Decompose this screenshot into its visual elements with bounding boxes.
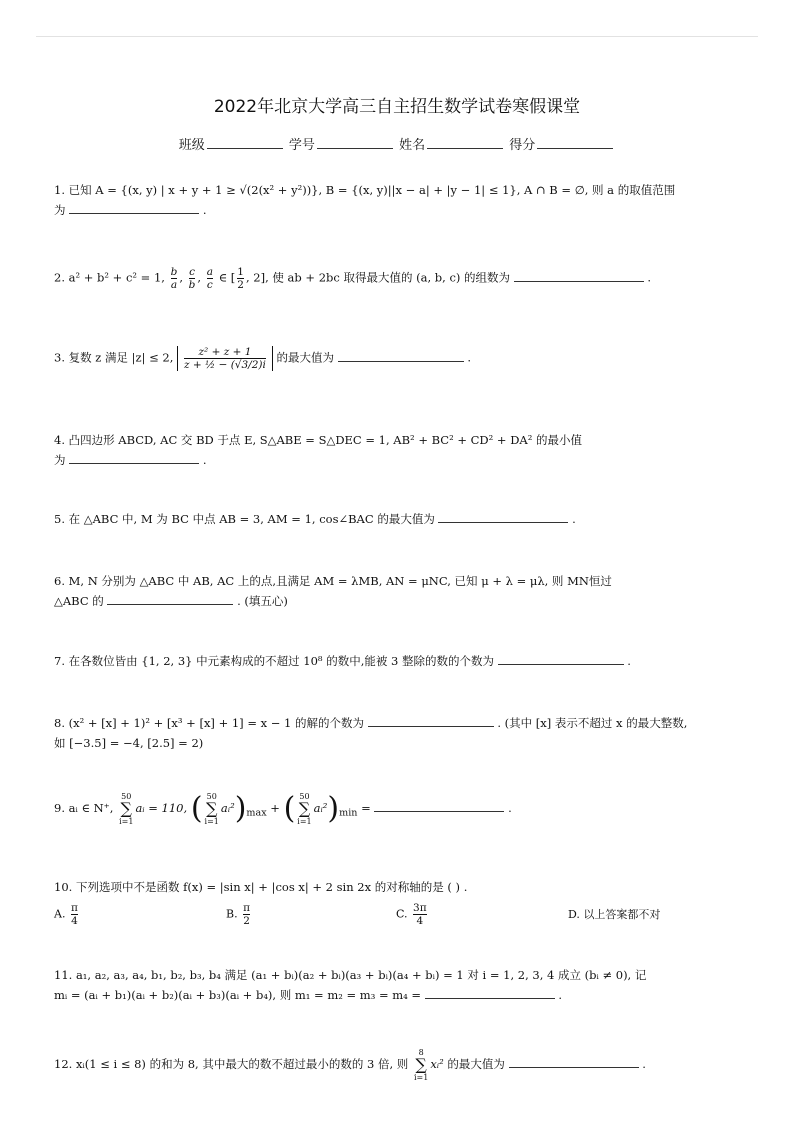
question-6 [54, 571, 744, 611]
q8-text-2: 如 [−3.5] = −4, [2.5] = 2) [54, 736, 204, 750]
q1-text-2: 为 [54, 203, 66, 217]
q8-text: 8. (x² + [x] + 1)² + [x³ + [x] + 1] = x − 1 的解的个数为 [54, 716, 365, 730]
q12-text: 12. xᵢ(1 ≤ i ≤ 8) 的和为 8, 其中最大的数不超过最小的数的 3 倍, 则 [54, 1057, 409, 1071]
q10-text: 10. 下列选项中不是函数 f(x) = |sin x| + |cos x| + 2 sin 2x 的对称轴的是 ( ) . [54, 880, 468, 894]
q9-sum-value: aᵢ = 110, [135, 801, 188, 815]
student-info-bar [0, 134, 794, 153]
q3-abs-expression [177, 346, 273, 371]
q6-text: 6. M, N 分别为 △ABC 中 AB, AC 上的点,且满足 AM = λMB, AN = μNC, 已知 μ + λ = μλ, 则 MN恒过 [54, 574, 612, 588]
q2-ratio-c-b: $\frac{c}{b}$ [188, 266, 196, 291]
q9-min-sub: min [339, 807, 358, 819]
score-label: 得分 [509, 138, 536, 153]
q10-option-b[interactable]: B. $\frac{\pi}{2}$ [226, 902, 250, 927]
q9-right-paren-2: ) [327, 791, 340, 826]
q12-period: . [642, 1057, 646, 1071]
q12-answer-blank[interactable] [509, 1055, 639, 1068]
question-2: 2. a² + b² + c² = 1, $\frac{b}{a}$ , $\frac{c}{b}$ , $\frac{a}{c}$ ∈ [ $\frac{1}{2}$ , 2], 使 ab + 2bc 取得最大值的 (a, b, c) 的组数为 . [54, 266, 652, 291]
q7-answer-blank[interactable] [498, 652, 624, 665]
name-blank[interactable] [427, 136, 503, 149]
q9-text: 9. aᵢ ∈ N⁺, [54, 801, 114, 815]
question-12 [54, 1048, 744, 1082]
q3-numerator: z² + z + 1 [198, 346, 252, 358]
q6-tail: . (填五心) [237, 594, 288, 608]
q12-text-tail: 的最大值为 [447, 1057, 505, 1071]
q9-answer-blank[interactable] [374, 799, 504, 812]
q11-text: 11. a₁, a₂, a₃, a₄, b₁, b₂, b₃, b₄ 满足 (a₁ + bᵢ)(a₂ + bᵢ)(a₃ + bᵢ)(a₄ + bᵢ) = 1 对 i = 1, 2, 3, 4 成立 (bᵢ ≠ 0), 记 [54, 968, 647, 982]
q7-period: . [627, 654, 631, 668]
question-11 [54, 965, 744, 1005]
q3-text: 3. 复数 z 满足 |z| ≤ 2, [54, 350, 174, 365]
q2-answer-blank[interactable] [514, 269, 644, 282]
q2-half: $\frac{1}{2}$ [237, 266, 244, 291]
q9-left-paren-2: ( [283, 791, 296, 826]
q9-term-min: aᵢ² [313, 801, 328, 815]
q9-term-max: aᵢ² [220, 801, 235, 815]
class-blank[interactable] [207, 136, 283, 149]
number-label: 学号 [288, 138, 315, 153]
q2-period: . [647, 270, 652, 285]
question-5 [54, 509, 744, 529]
q3-text-tail: 的最大值为 [276, 350, 334, 365]
q4-answer-blank[interactable] [69, 451, 199, 464]
q10-option-a[interactable]: A. $\frac{\pi}{4}$ [54, 902, 78, 927]
q10-option-c[interactable]: C. $\frac{3\pi}{4}$ [396, 902, 427, 927]
q4-text-2: 为 [54, 453, 66, 467]
header-rule [36, 36, 758, 37]
q9-plus: + [270, 801, 280, 815]
q5-answer-blank[interactable] [438, 510, 568, 523]
page-title: 2022年北京大学高三自主招生数学试卷寒假课堂 [213, 97, 581, 117]
q9-left-paren: ( [190, 791, 203, 826]
question-7 [54, 651, 744, 671]
question-8 [54, 713, 744, 753]
q2-interval-open: ∈ [ [218, 270, 236, 285]
q9-sum-symbol: 50 ∑ i=1 [119, 792, 134, 826]
q9-sum-symbol-2: 50 ∑ i=1 [204, 792, 219, 826]
question-10 [54, 877, 744, 897]
q2-ratio-b-a: $\frac{b}{a}$ [170, 266, 178, 291]
q3-answer-blank[interactable] [338, 349, 464, 362]
q1-text: 1. 已知 A = {(x, y) | x + y + 1 ≥ √(2(x² + y²))}, B = {(x, y)||x − a| + |y − 1| ≤ 1}, A ∩ B = ∅, 则 a 的取值范围 [54, 183, 676, 197]
q3-period: . [467, 350, 471, 365]
q9-period: . [508, 801, 512, 815]
q5-text: 5. 在 △ABC 中, M 为 BC 中点 AB = 3, AM = 1, cos∠BAC 的最大值为 [54, 512, 435, 526]
q9-sum-symbol-3: 50 ∑ i=1 [297, 792, 312, 826]
question-3 [54, 346, 744, 371]
q12-sum-symbol: 8 ∑ i=1 [413, 1048, 429, 1082]
score-blank[interactable] [537, 136, 613, 149]
q8-answer-blank[interactable] [368, 714, 494, 727]
q9-max-sub: max [246, 807, 267, 819]
q11-text-2: mᵢ = (aᵢ + b₁)(aᵢ + b₂)(aᵢ + b₃)(aᵢ + b₄), 则 m₁ = m₂ = m₃ = m₄ = [54, 988, 422, 1002]
class-label: 班级 [178, 138, 205, 153]
q12-term: xᵢ² [430, 1057, 444, 1071]
name-label: 姓名 [399, 138, 426, 153]
q6-answer-blank[interactable] [107, 592, 233, 605]
q11-answer-blank[interactable] [425, 986, 555, 999]
q4-period: . [202, 453, 207, 467]
q11-period: . [558, 988, 563, 1002]
q1-answer-blank[interactable] [69, 201, 199, 214]
q9-right-paren: ) [234, 791, 247, 826]
q1-period: . [202, 203, 207, 217]
q7-text: 7. 在各数位皆由 {1, 2, 3} 中元素构成的不超过 10⁸ 的数中,能被 3 整除的数的个数为 [54, 654, 494, 668]
q4-text: 4. 凸四边形 ABCD, AC 交 BD 于点 E, S△ABE = S△DEC = 1, AB² + BC² + CD² + DA² 的最小值 [54, 433, 583, 447]
q2-ratio-a-c: $\frac{a}{c}$ [206, 266, 213, 291]
q5-period: . [572, 512, 576, 526]
q9-equals: = [361, 801, 371, 815]
q2-text: 2. a² + b² + c² = 1, [54, 270, 165, 285]
number-blank[interactable] [317, 136, 393, 149]
question-4 [54, 430, 744, 470]
q6-text-2: △ABC 的 [54, 594, 104, 608]
q8-text-tail: . (其中 [x] 表示不超过 x 的最大整数, [497, 716, 688, 730]
q10-option-d[interactable]: D. 以上答案都不对 [568, 908, 661, 921]
q3-denominator: z + ½ − (√3/2)i [184, 359, 266, 371]
question-1 [54, 180, 744, 220]
q2-text-tail: , 2], 使 ab + 2bc 取得最大值的 (a, b, c) 的组数为 [245, 270, 511, 285]
question-9 [54, 792, 744, 826]
